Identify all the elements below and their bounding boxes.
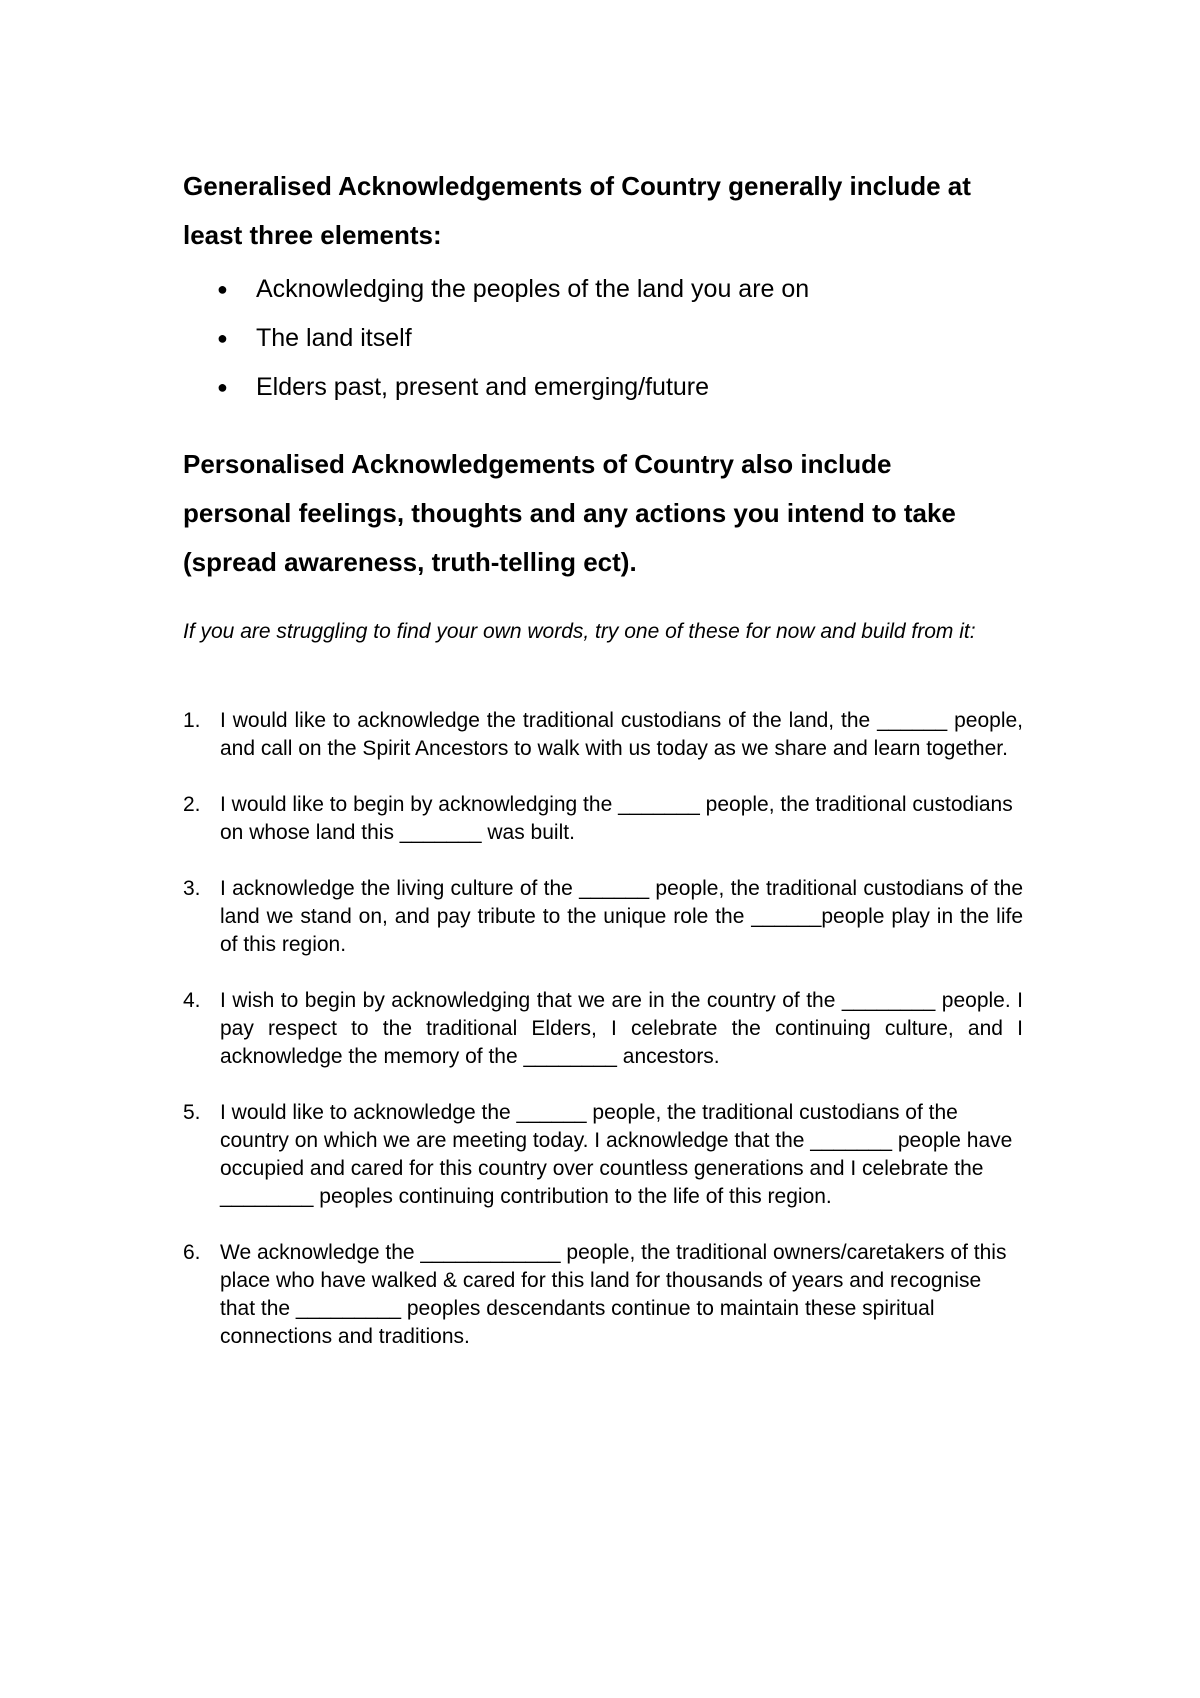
intro-section bbox=[183, 618, 1023, 646]
item-number: 3. bbox=[183, 877, 201, 900]
list-item bbox=[183, 363, 1023, 412]
list-item bbox=[183, 791, 1023, 847]
list-item bbox=[183, 987, 1023, 1071]
general-heading: Generalised Acknowledgements of Country generally include at least three elements: bbox=[183, 171, 971, 250]
bullet-icon: ● bbox=[217, 377, 228, 397]
list-item bbox=[183, 1239, 1013, 1351]
item-number: 6. bbox=[183, 1241, 201, 1264]
list-item bbox=[183, 707, 1023, 763]
list-item-text: Elders past, present and emerging/future bbox=[256, 373, 710, 401]
list-item-text: The land itself bbox=[256, 324, 412, 352]
item-number: 2. bbox=[183, 793, 201, 816]
intro-text: If you are struggling to find your own words, try one of these for now and build from it: bbox=[183, 620, 976, 643]
list-item bbox=[183, 1099, 1013, 1211]
item-text: I wish to begin by acknowledging that we are in the country of the ________ people. I pay respect to the traditional Elders, I celebrate the continuing culture, and I acknowledge the memory of the ________ ancestors. bbox=[220, 989, 1023, 1068]
item-text: I would like to begin by acknowledging the _______ people, the traditional custodians on whose land this _______ was built. bbox=[220, 793, 1013, 844]
list-item bbox=[183, 875, 1023, 959]
item-number: 4. bbox=[183, 989, 201, 1012]
general-section bbox=[183, 162, 1023, 412]
bullet-icon: ● bbox=[217, 279, 228, 299]
personal-heading: Personalised Acknowledgements of Country also include personal feelings, thoughts and any actions you intend to take (spread awareness, truth-telling ect). bbox=[183, 449, 956, 577]
list-item bbox=[183, 265, 1023, 314]
bullet-icon: ● bbox=[217, 328, 228, 348]
examples-list bbox=[183, 707, 1023, 1351]
item-text: I acknowledge the living culture of the ______ people, the traditional custodians of the land we stand on, and pay tribute to the unique role the ______people play in the life of this region. bbox=[220, 877, 1023, 956]
personal-section bbox=[183, 440, 983, 587]
item-text: We acknowledge the ____________ people, the traditional owners/caretakers of this place who have walked & cared for this land for thousands of years and recognise that the _________ peoples descendants continue to maintain these spiritual connections and traditions. bbox=[220, 1241, 1007, 1348]
item-number: 1. bbox=[183, 709, 201, 732]
list-item-text: Acknowledging the peoples of the land you are on bbox=[256, 275, 810, 303]
elements-list bbox=[183, 265, 1023, 412]
examples-section bbox=[183, 707, 1023, 1379]
item-number: 5. bbox=[183, 1101, 201, 1124]
item-text: I would like to acknowledge the traditional custodians of the land, the ______ people, and call on the Spirit Ancestors to walk with us today as we share and learn together. bbox=[220, 709, 1023, 760]
item-text: I would like to acknowledge the ______ people, the traditional custodians of the country on which we are meeting today. I acknowledge that the _______ people have occupied and cared for this country over countless generations and I celebrate the ________ peoples continuing contribution to the life of this region. bbox=[220, 1101, 1013, 1208]
list-item bbox=[183, 314, 1023, 363]
